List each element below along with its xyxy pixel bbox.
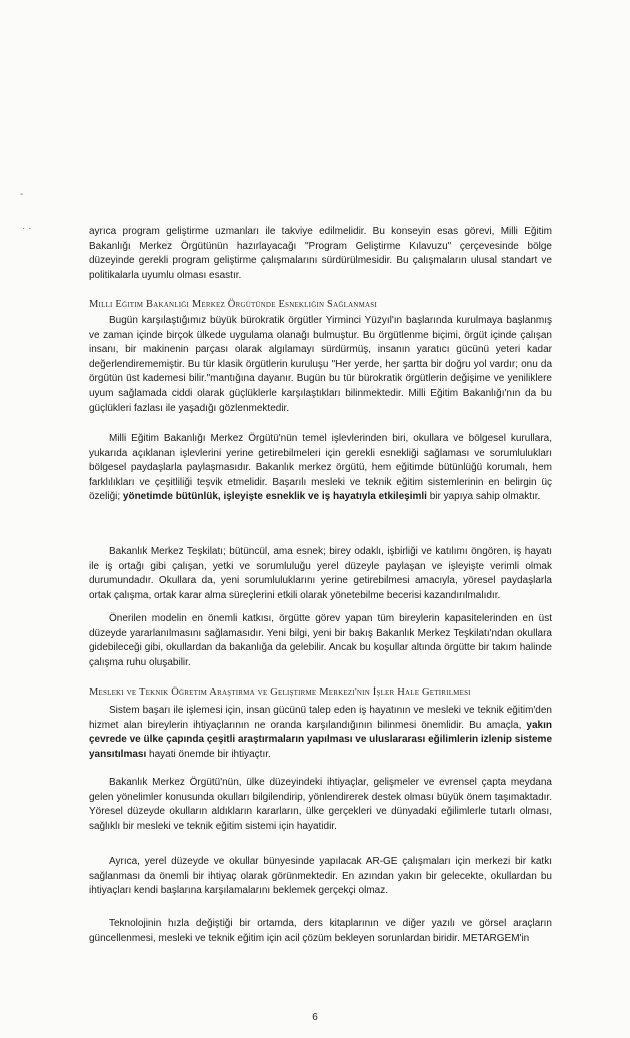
paragraph-text xyxy=(89,704,552,762)
text-run: Sistem başarı ile işlemesi için, insan gücünü talep eden iş hayatının ve mesleki ve teknik eğitim'den hizmet alan bireylerin ihtiyaçlarının ne oranda karşılandığının bilinmesi önemlidir. Bu amaçla, xyxy=(89,705,552,731)
paragraph-model xyxy=(89,612,552,670)
paragraph-sistem xyxy=(89,704,552,762)
paragraph-text: Ayrıca, yerel düzeyde ve okullar bünyesinde yapılacak AR-GE çalışmaları için merkezi bir katkı sağlanması da önemli bir ihtiyaç olarak görünmektedir. En azından yakın bir gelecekte, okullardan bu ihtiyaçları kendi başlarına karşılamalarını beklemek gerçekçi olmaz. xyxy=(89,856,552,897)
paragraph-text: Bugün karşılaştığımız büyük bürokratik örgütler Yirminci Yüzyıl'ın başlarında kurulmaya başlanmış ve zaman içinde birçok ülkede uygulama olanağı bulmuştur. Bu örgütlenme biçimi, örgüt içinde çalışan insanı, bir makinenin parçası olarak algılamayı sürdürmüş, insanın yaratıcı gücünü yeteri kadar değerlendirememiştir. Bu tür klasik örgütlerin kuruluşu "Her yerde, her şartta bir doğru yol vardır; onu da örgütün üst kademesi bilir."mantığına dayanır. Bugün bu tür bürokratik örgütlerin değişime ve yeniliklere uyum sağlamada ciddi olarak güçlüklerle karşılaştıkları bilinmektedir. Milli Eğitim Bakanlığı'nın da bu güçlükleri fazlası ile yaşadığı gözlenmektedir. xyxy=(89,315,552,414)
heading-text: Mesleki ve Teknik Öğretim Araştırma ve Geliştirme Merkezi'nin İşler Hale Getirilmesi xyxy=(89,687,471,698)
paragraph-burokratik xyxy=(89,314,552,416)
paragraph-text: Bakanlık Merkez Teşkilatı; bütüncül, ama esnek; birey odaklı, işbirliği ve katılımı öngören, iş hayatı ile iş ortağı gibi çalışan, yetki ve sorumluluğu yerel düzeyle paylaşan ve işleyişte verimli olmak durumundadır. Okullara da, yeni sorumluluklarını yerine getirebilmesi amacıyla, yöresel paydaşlarla ortak çalışma, ortak karar alma süreçlerini etkili olarak yönetebilme becerisi kazandırılmalıdır. xyxy=(89,546,552,601)
paragraph-islevler xyxy=(89,432,552,505)
section-heading-esneklik xyxy=(89,298,552,312)
paragraph-ihtiyaclar xyxy=(89,776,552,834)
paragraph-intro xyxy=(89,225,552,283)
scan-mark-dots: · · xyxy=(22,223,32,234)
scan-mark-dash: - xyxy=(20,189,24,200)
paragraph-text: ayrıca program geliştirme uzmanları ile takviye edilmelidir. Bu konseyin esas görevi, Milli Eğitim Bakanlığı Merkez Örgütünün hazırlayacağı "Program Geliştirme Kılavuzu" çerçevesinde bölge düzeyinde gerekli program geliştirme çalışmalarını sürdürülmesidir. Bu çalışmaların ulusal standart ve politikalarla uyumlu olması esastır. xyxy=(89,226,552,281)
paragraph-teskilat xyxy=(89,545,552,603)
paragraph-arge xyxy=(89,855,552,899)
bold-text-run: yakın çevrede ve ülke çapında çeşitli araştırmaların yapılması ve uluslararası eğilimlerin izlenip sisteme yansıtılması xyxy=(89,719,553,760)
paragraph-text: Bakanlık Merkez Örgütü'nün, ülke düzeyindeki ihtiyaçlar, gelişmeler ve evrensel çapta meydana gelen yönelimler konusunda okulları bilgilendirip, yönlendirerek destek olması büyük önem taşımaktadır. Yöresel düzeyde okulların aldıkların kararların, ülke gerçekleri ve dünyadaki eğilimlerle tutarlı olması, sağlıklı bir mesleki ve teknik eğitim sistemi için hayatidir. xyxy=(89,777,552,832)
heading-text: Milli Eğitim Bakanlığı Merkez Örgütünde Esnekliğin Sağlanması xyxy=(89,299,377,310)
paragraph-text: Teknolojinin hızla değiştiği bir ortamda, ders kitaplarının ve diğer yazılı ve görsel araçların güncellenmesi, mesleki ve teknik eğitim için acil çözüm bekleyen sorunlardan biridir. METARGEM'in xyxy=(89,918,552,944)
section-heading-metargem xyxy=(89,686,552,700)
paragraph-text: Önerilen modelin en önemli katkısı, örgütte görev yapan tüm bireylerin kapasitelerinden en üst düzeyde yararlanılmasını sağlamasıdır. Yeni bilgi, yeni bir bakış Bakanlık Merkez Teşkilatı'ndan okullara gidebileceği gibi, okullardan da bakanlığa da gelebilir. Ancak bu koşullar altında örgütte bir takım halinde çalışma ruhu oluşabilir. xyxy=(89,613,552,668)
page-number: 6 xyxy=(312,1012,318,1023)
text-run: Milli Eğitim Bakanlığı Merkez Örgütü'nün temel işlevlerinden biri, okullara ve bölgesel kurullara, yukarıda açıklanan işlevlerini yerine getirebilmeleri için gerekli esnekliği sağlaması ve sorumlulukları bölgesel paydaşlarla paylaşmasıdır. Bakanlık merkez örgütü, hem eğitimde bütünlüğü korumalı, hem farklılıkları ve çeşitliliği teşvik etmelidir. Başarılı mesleki ve teknik eğitim sistemlerinin en belirgin üç özeliği; xyxy=(89,433,552,503)
bold-text-run: yönetimde bütünlük, işleyişte esneklik ve iş hayatıyla etkileşimli xyxy=(122,491,427,503)
paragraph-text xyxy=(89,432,552,505)
text-run: hayati önemde bir ihtiyaçtır. xyxy=(146,748,271,760)
paragraph-teknoloji xyxy=(89,917,552,946)
text-run: bir yapıya sahip olmaktır. xyxy=(426,491,541,503)
